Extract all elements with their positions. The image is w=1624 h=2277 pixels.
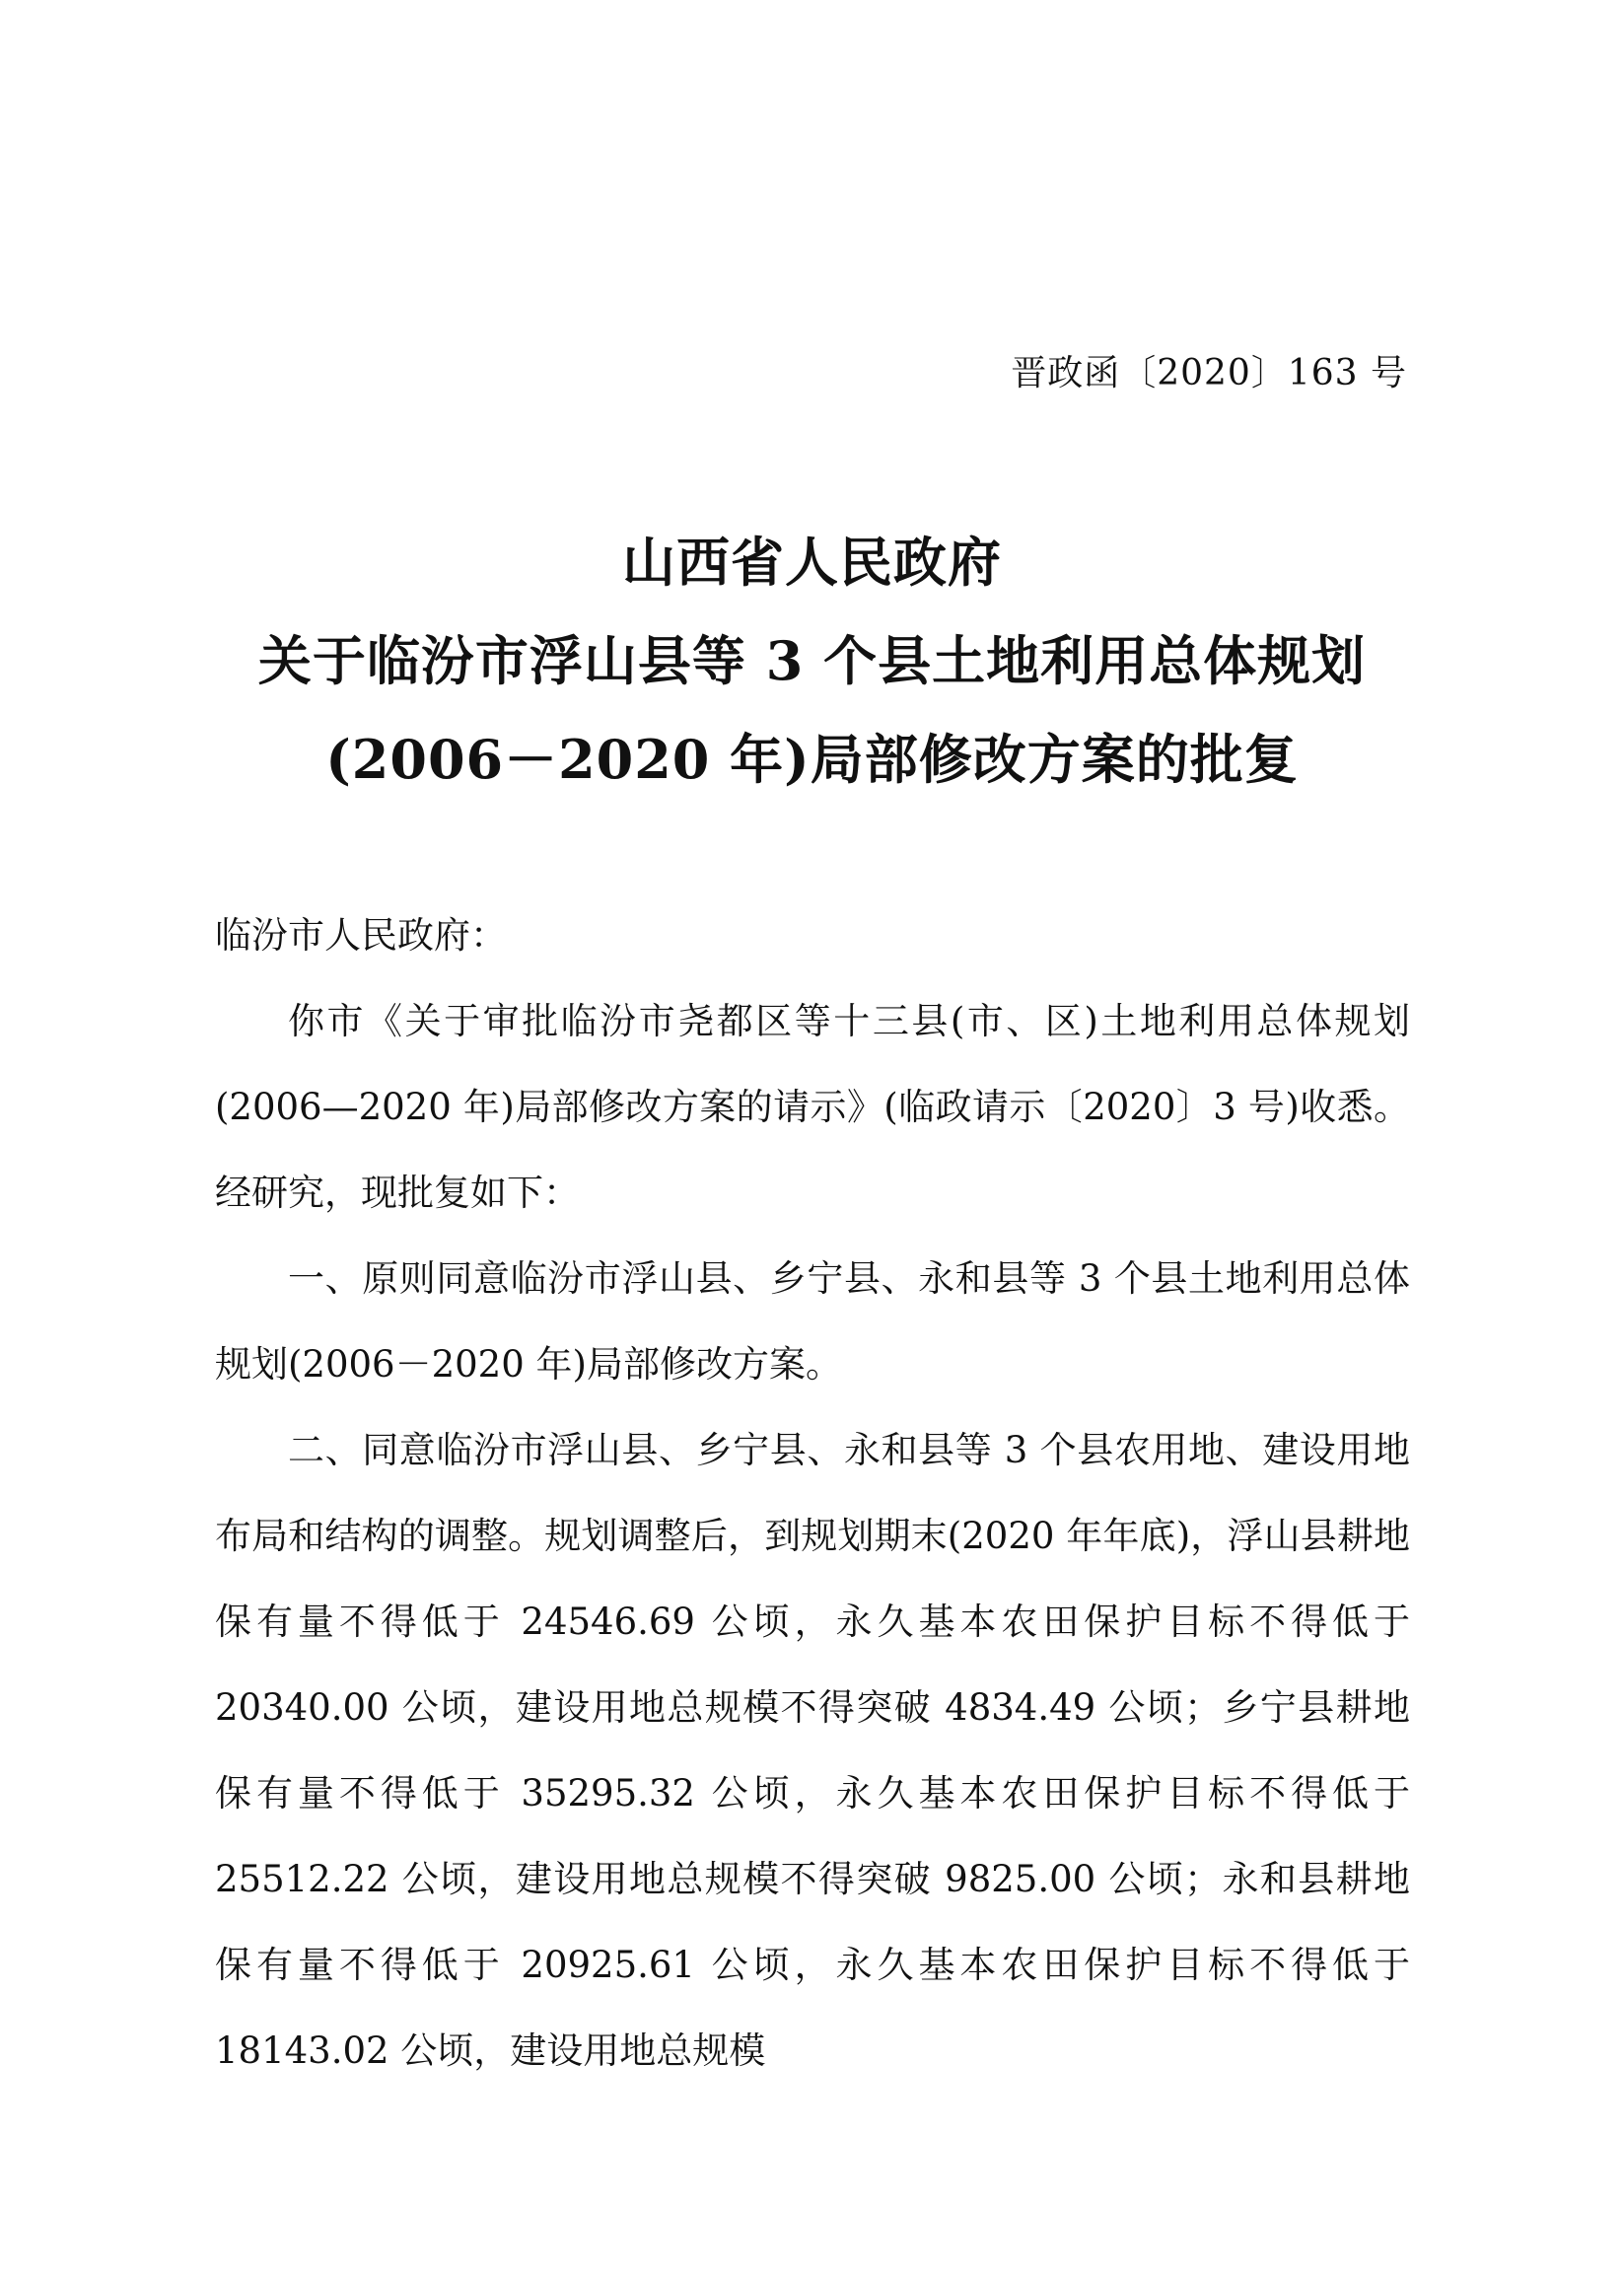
paragraph-request-received: 你市《关于审批临汾市尧都区等十三县(市、区)土地利用总体规划(2006—2020 年)局部修改方案的请示》(临政请示〔2020〕3 号)收悉。经研究，现批复如下： xyxy=(215,1000,1410,1214)
title-line-2: 关于临汾市浮山县等 3 个县土地利用总体规划 xyxy=(257,629,1367,692)
title-line-1: 山西省人民政府 xyxy=(622,531,1002,594)
document-number: 晋政函〔2020〕163 号 xyxy=(1011,353,1407,393)
title-line-3: (2006－2020 年)局部修改方案的批复 xyxy=(325,728,1299,791)
paragraph-item-two: 二、同意临汾市浮山县、乡宁县、永和县等 3 个县农用地、建设用地布局和结构的调整。规划调整后，到规划期末(2020 年年底)，浮山县耕地保有量不得低于 24546.69 公顷，永久基本农田保护目标不得低于 20340.00 公顷，建设用地总规模不得突破 4834.49 公顷；乡宁县耕地保有量不得低于 35295.32 公顷，永久基本农田保护目标不得低于 25512.22 公顷，建设用地总规模不得突破 9825.00 公顷；永和县耕地保有量不得低于 20925.61 公顷，永久基本农田保护目标不得低于 18143.02 公顷，建设用地总规模 xyxy=(215,1429,1410,2072)
salutation: 临汾市人民政府： xyxy=(215,914,507,957)
document-body xyxy=(215,892,1410,2094)
document-title xyxy=(0,513,1624,809)
paragraph-item-one: 一、原则同意临汾市浮山县、乡宁县、永和县等 3 个县土地利用总体规划(2006－2020 年)局部修改方案。 xyxy=(215,1257,1410,1386)
